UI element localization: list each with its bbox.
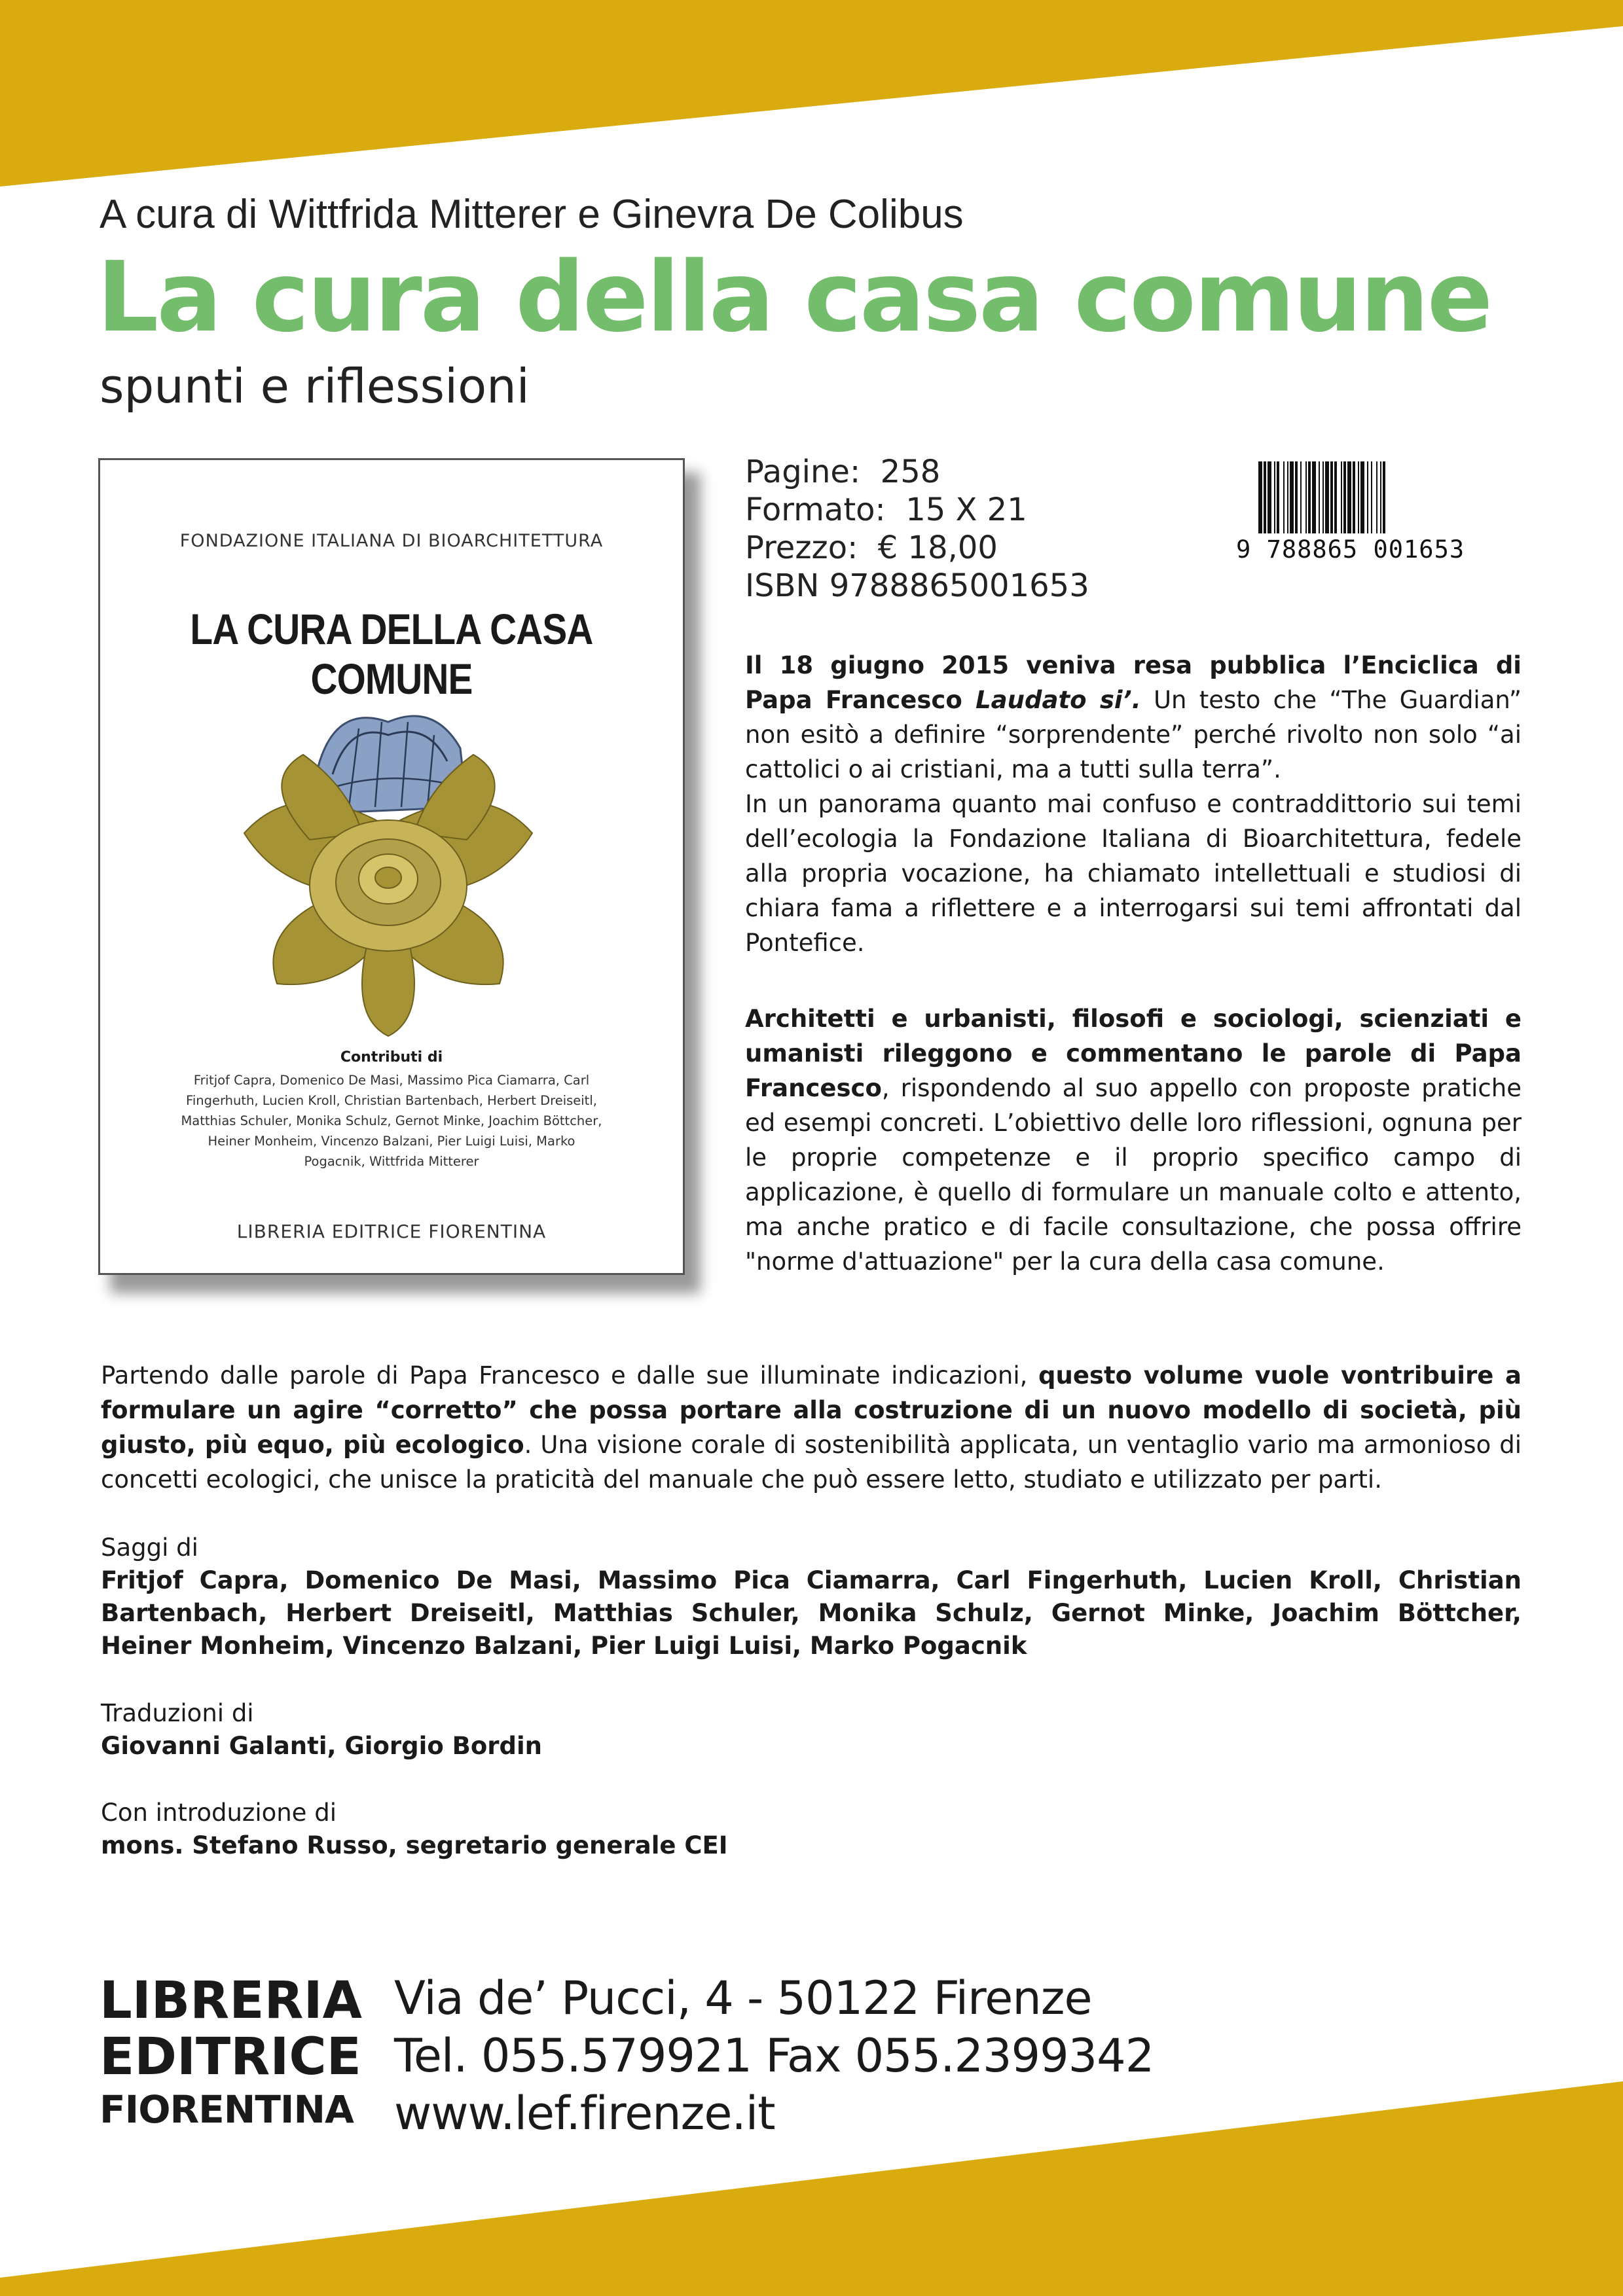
encyclical-title: Laudato si’. <box>976 686 1141 714</box>
barcode-bar <box>1274 461 1275 533</box>
logo-line-3: FIORENTINA <box>100 2087 354 2132</box>
succulent-greenhouse-illustration-icon <box>218 676 558 1043</box>
detail-isbn: ISBN 9788865001653 <box>745 567 1089 604</box>
publisher-phone: Tel. 055.579921 Fax 055.2399342 <box>394 2029 1154 2083</box>
barcode-bar <box>1305 461 1307 533</box>
description-paragraph-2 <box>745 1001 1522 1279</box>
description-p1-rest: Un testo che “The Guardian” non esitò a definire “sorprendente” perché rivolto non solo “ai cattolici o ai cristiani, ma a tutti sulla terra”. <box>745 686 1522 783</box>
barcode-bar <box>1376 461 1377 533</box>
introduction-author: mons. Stefano Russo, segretario generale CEI <box>101 1831 728 1859</box>
barcode-bar <box>1371 461 1372 533</box>
barcode-bar <box>1367 461 1368 533</box>
barcode-bar <box>1258 461 1262 533</box>
cover-title: LA CURA DELLA CASA COMUNE <box>190 605 593 703</box>
description-p1-second: In un panorama quanto mai confuso e contraddittorio sui temi dell’ecologia la Fondazione Italiana di Bioarchitettura, fedele alla propria vocazione, ha chiamato intellettuali e studiosi di chiara fama a riflettere e a interrogarsi sui temi affrontati dal Pontefice. <box>745 790 1522 957</box>
barcode-bar <box>1295 461 1298 533</box>
barcode-bar <box>1277 461 1279 533</box>
essays-authors: Fritjof Capra, Domenico De Masi, Massimo Pica Ciamarra, Carl Fingerhuth, Lucien Kroll, Christian Bartenbach, Herbert Dreiseitl, Matthias Schuler, Monika Schulz, Gernot Minke, Joachim Böttcher, Heiner Monheim, Vincenzo Balzani, Pier Luigi Luisi, Marko Pogacnik <box>101 1566 1522 1660</box>
barcode-bar <box>1343 461 1346 533</box>
barcode-bar <box>1330 461 1333 533</box>
publisher-logo <box>100 1971 362 2132</box>
detail-price: Prezzo: € 18,00 <box>745 529 998 566</box>
publisher-address: Via de’ Pucci, 4 - 50122 Firenze <box>394 1971 1092 2025</box>
description-lead: Il 18 giugno 2015 veniva resa pubblica l’Enciclica di Papa Francesco <box>745 651 1522 714</box>
barcode-bar <box>1312 461 1316 533</box>
barcode-bar <box>1341 461 1342 533</box>
barcode-bar <box>1267 461 1271 533</box>
introduction-label: Con introduzione di <box>101 1799 337 1827</box>
logo-line-1: LIBRERIA <box>100 1971 362 2030</box>
body-intro: Partendo dalle parole di Papa Francesco e dalle sue illuminate indicazioni, <box>101 1361 1038 1390</box>
barcode-bar <box>1383 461 1385 533</box>
description-p2-bold: Architetti e urbanisti, filosofi e sociologi, scienziati e umanisti rileggono e commentano le parole di Papa Francesco <box>745 1005 1522 1102</box>
cover-publisher: LIBRERIA EDITRICE FIORENTINA <box>236 1221 547 1242</box>
top-yellow-band <box>0 0 1623 190</box>
barcode-bar <box>1264 461 1266 533</box>
body-bold: questo volume vuole vontribuire a formulare un agire “corretto” che possa portare alla costruzione di un nuovo modello di società, più giusto, più equo, più ecologico <box>101 1361 1522 1459</box>
barcode-bar <box>1347 461 1351 533</box>
essays-label: Saggi di <box>101 1534 198 1562</box>
barcode-bar <box>1334 461 1337 533</box>
body-rest: . Una visione corale di sostenibilità applicata, un ventaglio vario ma armonioso di concetti ecologici, che unisce la praticità del manuale che può essere letto, studiato e utilizzato per parti. <box>101 1431 1522 1494</box>
logo-line-2: EDITRICE <box>100 2028 361 2087</box>
barcode-bar <box>1353 461 1355 533</box>
barcode-bar <box>1290 461 1294 533</box>
barcode-bar <box>1283 461 1285 533</box>
barcode-bar <box>1360 461 1364 533</box>
description-p2-rest: , rispondendo al suo appello con proposte pratiche ed esempi concreti. L’obiettivo delle loro riflessioni, ognuna per le proprie competenze e il proprio specifico campo di applicazione, è quello di formulare un manuale colto e attento, ma anche pratico e di facile consultazione, che possa offrire "norme d'attuazione" per la cura della casa comune. <box>745 1074 1522 1276</box>
cover-contributors-heading: Contributi di <box>340 1049 443 1066</box>
succulent-center <box>310 820 467 951</box>
barcode-bar <box>1358 461 1359 533</box>
translators: Giovanni Galanti, Giorgio Bordin <box>101 1732 543 1760</box>
barcode-bar <box>1308 461 1311 533</box>
book-title: La cura della casa comune <box>97 241 1491 353</box>
top-band-shape <box>0 0 1623 187</box>
barcode-bar <box>1319 461 1320 533</box>
cover-foundation: FONDAZIONE ITALIANA DI BIOARCHITETTURA <box>179 531 604 551</box>
detail-pages: Pagine: 258 <box>745 454 941 490</box>
body-paragraph <box>101 1358 1522 1497</box>
translations-label: Traduzioni di <box>101 1699 254 1727</box>
barcode-bar <box>1325 461 1329 533</box>
barcode-bar <box>1287 461 1288 533</box>
publisher-website[interactable]: www.lef.firenze.it <box>394 2087 775 2140</box>
description-paragraph-1 <box>745 648 1522 960</box>
barcode-digits: 9 788865 001653 <box>1236 535 1465 564</box>
detail-format: Formato: 15 X 21 <box>745 492 1027 528</box>
barcode-bar <box>1380 461 1381 533</box>
book-cover <box>98 458 685 1275</box>
cover-contributors: Fritjof Capra, Domenico De Masi, Massimo Pica Ciamarra, Carl Fingerhuth, Lucien Kroll, Christian Bartenbach, Herbert Dreiseitl, Matthias Schuler, Monika Schulz, Gernot Minke, Joachim Böttcher, Heiner Monheim, Vincenzo Balzani, Pier Luigi Luisi, Marko Pogacnik, Wittfrida Mitterer <box>181 1073 602 1169</box>
barcode-bar <box>1300 461 1302 533</box>
barcode-bar <box>1322 461 1324 533</box>
book-subtitle: spunti e riflessioni <box>100 359 530 414</box>
editors-line: A cura di Wittfrida Mitterer e Ginevra De Colibus <box>100 192 964 237</box>
barcode-icon <box>1257 461 1483 533</box>
